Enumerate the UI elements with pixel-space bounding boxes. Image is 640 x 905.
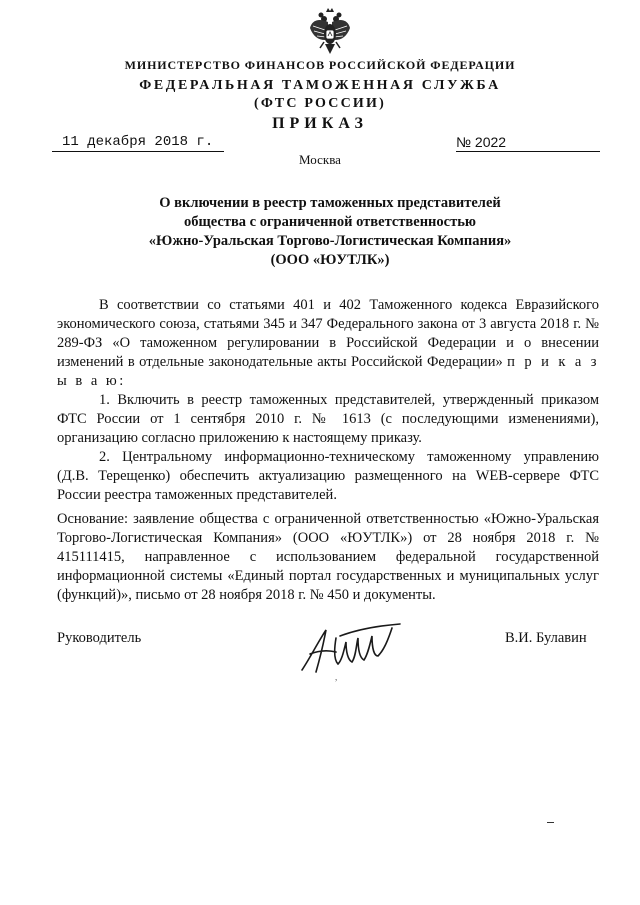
title-line: О включении в реестр таможенных представителей <box>159 195 501 211</box>
city: Москва <box>299 152 341 167</box>
document-body <box>57 296 599 505</box>
order-item-1: 1. Включить в реестр таможенных представителей, утвержденный приказом ФТС России от 1 сентября 2010 г. № 1613 (с последующими изменениями), организацию согласно приложению к настоящему приказу. <box>57 392 599 446</box>
signatory-role: Руководитель <box>57 630 142 646</box>
intro-text: В соответствии со статьями 401 и 402 Таможенного кодекса Евразийского экономического союза, статьями 345 и 347 Федерального закона от 3 августа 2018 г. № 289-ФЗ «О таможенном регулировании в Российской Федерации и о внесении изменений в отдельные законодательные акты Российской Федерации» <box>57 297 599 370</box>
title-line: «Южно-Уральская Торгово-Логистическая Компания» <box>148 233 512 249</box>
title-line: (ООО «ЮУТЛК») <box>270 252 390 268</box>
basis-paragraph: Основание: заявление общества с ограниченной ответственностью «Южно-Уральская Торгово-Логистическая Компания» (ООО «ЮУТЛК») от 28 ноября 2018 г. № 415111415, направленное с использованием федеральной государственной информационной системы «Единый портал государственных и муниципальных услуг (функций)», письмо от 28 ноября 2018 г. № 450 и документы. <box>57 511 599 603</box>
document-type: ПРИКАЗ <box>272 115 368 132</box>
handwritten-signature-icon <box>296 620 408 680</box>
order-number: № 2022 <box>456 134 600 152</box>
ministry-name: МИНИСТЕРСТВО ФИНАНСОВ РОССИЙСКОЙ ФЕДЕРАЦИИ <box>124 58 516 72</box>
intro-paragraph <box>57 296 599 391</box>
order-word: п р и к а з ы в а ю: <box>57 354 599 389</box>
document-title <box>70 194 590 270</box>
stray-dash <box>547 822 554 823</box>
order-date: 11 декабря 2018 г. <box>52 134 224 152</box>
service-abbreviation: (ФТС РОССИИ) <box>254 96 386 111</box>
order-item-2: 2. Центральному информационно-техническому таможенному управлению (Д.В. Терещенко) обеспечить актуализацию размещенного на WEB-сервере ФТС России реестра таможенных представителей. <box>57 449 599 503</box>
title-line: общества с ограниченной ответственностью <box>184 214 476 230</box>
signatory-name: В.И. Булавин <box>505 630 587 646</box>
stray-mark: , <box>335 672 338 682</box>
russian-coat-of-arms-icon <box>309 6 351 56</box>
service-name: ФЕДЕРАЛЬНАЯ ТАМОЖЕННАЯ СЛУЖБА <box>139 78 501 93</box>
